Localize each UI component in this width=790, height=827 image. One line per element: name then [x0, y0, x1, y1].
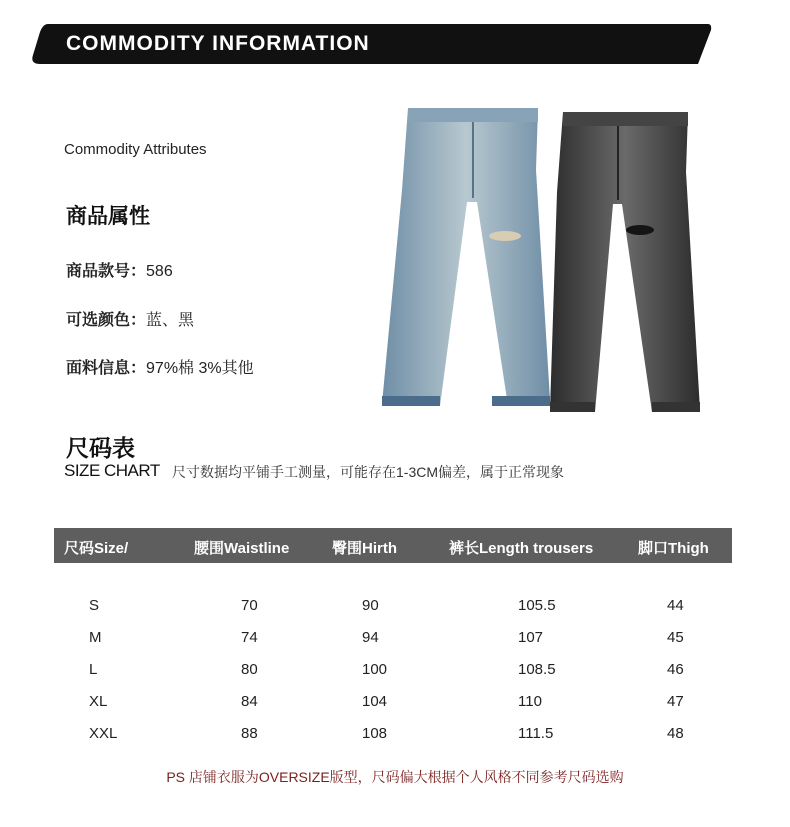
banner-title: COMMODITY INFORMATION [66, 32, 370, 55]
cell-waist: 84 [241, 693, 258, 710]
spec-model-label: 商品款号： [66, 263, 147, 280]
blue-jeans [382, 108, 550, 406]
footer-note: PS 店铺衣服为OVERSIZE版型，尺码偏大根据个人风格不同参考尺码选购 [166, 769, 624, 785]
cell-length: 108.5 [518, 661, 556, 678]
cell-size: S [89, 597, 100, 614]
size-chart-note: 尺寸数据均平铺手工测量，可能存在1-3CM偏差，属于正常现象 [172, 464, 565, 480]
cell-hip: 94 [362, 629, 379, 646]
cell-thigh: 45 [667, 629, 684, 646]
cell-length: 105.5 [518, 597, 556, 614]
header-hip: 臀围Hirth [332, 540, 397, 557]
spec-colors [66, 307, 194, 330]
spec-model [66, 258, 173, 281]
cell-length: 107 [518, 629, 544, 646]
cell-size: XXL [89, 725, 118, 742]
cell-thigh: 48 [667, 725, 684, 742]
header-length: 裤长Length trousers [449, 540, 594, 557]
cell-thigh: 46 [667, 661, 684, 678]
cell-hip: 108 [362, 725, 388, 742]
cell-hip: 104 [362, 693, 388, 710]
black-jeans [550, 112, 700, 412]
section-banner [0, 0, 790, 90]
cell-thigh: 47 [667, 693, 684, 710]
spec-colors-label: 可选颜色： [66, 312, 147, 329]
spec-colors-value: 蓝、黑 [146, 312, 195, 329]
cell-hip: 90 [362, 597, 379, 614]
cell-thigh: 44 [667, 597, 684, 614]
cell-waist: 70 [241, 597, 258, 614]
size-chart-title-cn: 尺码表 [66, 435, 135, 461]
spec-fabric [66, 355, 254, 378]
size-table-header [54, 528, 732, 563]
size-chart-title-en: SIZE CHART [64, 461, 160, 480]
cell-waist: 80 [241, 661, 258, 678]
cell-waist: 74 [241, 629, 258, 646]
cell-size: XL [89, 693, 108, 710]
cell-length: 110 [518, 693, 542, 710]
commodity-attributes-title: Commodity Attributes [64, 141, 207, 158]
attributes-heading: 商品属性 [66, 205, 150, 228]
cell-size: L [89, 661, 98, 678]
product-image-jeans [370, 100, 770, 420]
header-waistline: 腰围Waistline [194, 540, 290, 557]
header-size: 尺码Size/ [64, 540, 129, 557]
cell-hip: 100 [362, 661, 388, 678]
spec-model-value: 586 [146, 263, 173, 280]
cell-size: M [89, 629, 102, 646]
cell-length: 111.5 [518, 725, 554, 742]
header-thigh: 脚口Thigh [638, 540, 709, 557]
spec-fabric-label: 面料信息： [66, 360, 147, 377]
cell-waist: 88 [241, 725, 258, 742]
spec-fabric-value: 97%棉 3%其他 [146, 360, 254, 377]
